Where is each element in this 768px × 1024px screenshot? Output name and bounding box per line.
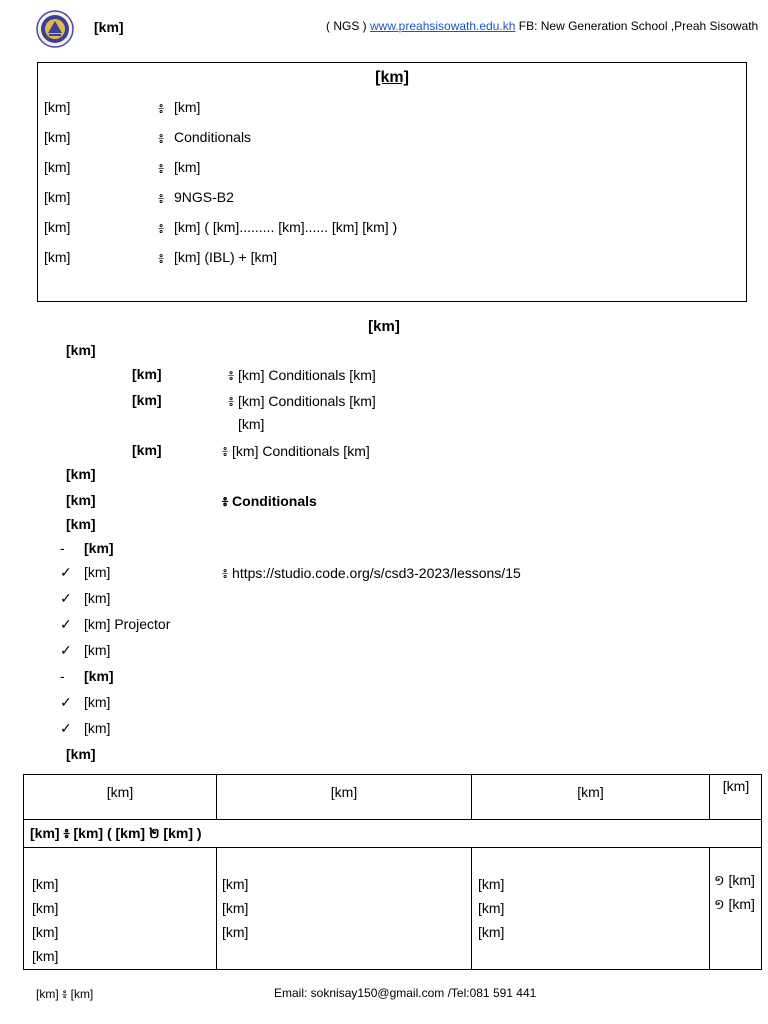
info-separator: ៖ (158, 130, 165, 146)
materials-heading: [km] (66, 516, 96, 532)
info-separator: ៖ (158, 250, 165, 266)
activity-table (23, 774, 762, 970)
checkmark-icon: ✓ (60, 642, 72, 658)
lesson-number: [km] (66, 492, 96, 508)
lesson-name-separator: ៖ (222, 493, 229, 509)
student-activity-line: [km] (478, 900, 505, 916)
footer-contact: Email: soknisay150@gmail.com /Tel:081 591 441 (274, 986, 537, 1000)
teacher-material-item: [km] (84, 564, 111, 580)
dash-bullet-icon: - (60, 540, 65, 556)
header-abbrev: ( NGS ) (326, 19, 370, 33)
info-separator: ៖ (158, 100, 165, 116)
info-value: [km] ( [km]......... [km]...... [km] [km] ) (174, 219, 398, 235)
lesson-plan-title: [km] (375, 69, 409, 86)
dash-bullet-icon: - (60, 668, 65, 684)
table-header-student-activity: [km] (577, 784, 604, 800)
row-divider (24, 847, 761, 848)
lesson-name (222, 492, 317, 513)
attitude-label: [km] (132, 442, 162, 458)
content-heading: [km] (66, 466, 96, 482)
lesson-content-line: [km] (222, 924, 249, 940)
teacher-materials-label: [km] (84, 540, 114, 556)
header-info (326, 19, 758, 33)
duration-value: ១ [km] (714, 872, 755, 888)
student-activity-line: [km] (478, 924, 505, 940)
student-materials-label: [km] (84, 668, 114, 684)
teacher-activity-line: [km] (32, 900, 59, 916)
checkmark-icon: ✓ (60, 694, 72, 710)
lesson-content-line: [km] (222, 900, 249, 916)
duration-value: ១ [km] (714, 896, 755, 912)
info-label: [km] (44, 129, 71, 145)
step1-heading: [km] ៖ [km] ( [km] ២ [km] ) (30, 825, 202, 841)
student-activity-line: [km] (478, 876, 505, 892)
student-material-item: [km] (84, 694, 111, 710)
school-name: [km] (94, 19, 124, 35)
checkmark-icon: ✓ (60, 720, 72, 736)
student-material-item: [km] (84, 720, 111, 736)
lesson-content-line: [km] (222, 876, 249, 892)
page-header (36, 10, 759, 50)
process-heading: [km] (66, 746, 96, 762)
teacher-activity-line: [km] (32, 924, 59, 940)
resource-url: ៖ https://studio.code.org/s/csd3-2023/lessons/15 (222, 565, 521, 581)
footer-teacher: [km] ៖ [km] (36, 987, 94, 1001)
info-value: [km] (174, 99, 201, 115)
table-header-duration: [km] (722, 778, 750, 794)
attitude-text: ៖ [km] Conditionals [km] (222, 443, 370, 459)
info-value: Conditionals (174, 129, 252, 145)
checkmark-icon: ✓ (60, 564, 72, 580)
column-divider (709, 847, 710, 970)
website-link[interactable]: www.preahsisowath.edu.kh (370, 19, 516, 33)
info-separator: ៖ (158, 220, 165, 236)
school-logo-icon (36, 10, 74, 48)
knowledge-label: [km] (132, 366, 162, 382)
teacher-activity-line: [km] (32, 876, 59, 892)
column-divider (216, 847, 217, 970)
plan-subtitle: [km] (368, 318, 400, 335)
teacher-material-item: [km] (84, 590, 111, 606)
info-value: 9NGS-B2 (174, 189, 234, 205)
facebook-text: FB: New Generation School ,Preah Sisowath (515, 19, 759, 33)
lesson-name-value: Conditionals (232, 493, 317, 509)
info-label: [km] (44, 99, 71, 115)
info-label: [km] (44, 219, 71, 235)
info-separator: ៖ (158, 160, 165, 176)
skill-label: [km] (132, 392, 162, 408)
lesson-info-box (37, 62, 747, 302)
info-label: [km] (44, 159, 71, 175)
knowledge-text: ៖ [km] Conditionals [km] (228, 367, 376, 383)
table-header-teacher-activity: [km] (106, 784, 134, 800)
skill-text: ៖ [km] Conditionals [km] (228, 393, 376, 409)
teacher-material-item: [km] (84, 642, 111, 658)
info-value: [km] (IBL) + [km] (174, 249, 278, 265)
objectives-heading: [km] (66, 342, 96, 358)
info-label: [km] (44, 249, 71, 265)
info-label: [km] (44, 189, 71, 205)
column-divider (471, 847, 472, 970)
table-header-lesson-content: [km] (330, 784, 358, 800)
row-divider (24, 819, 761, 820)
info-separator: ៖ (158, 190, 165, 206)
checkmark-icon: ✓ (60, 590, 72, 606)
info-value: [km] (174, 159, 201, 175)
skill-text-continued: [km] (238, 416, 265, 432)
checkmark-icon: ✓ (60, 616, 72, 632)
teacher-material-item: [km] Projector (84, 616, 171, 632)
teacher-activity-line: [km] (32, 948, 59, 964)
